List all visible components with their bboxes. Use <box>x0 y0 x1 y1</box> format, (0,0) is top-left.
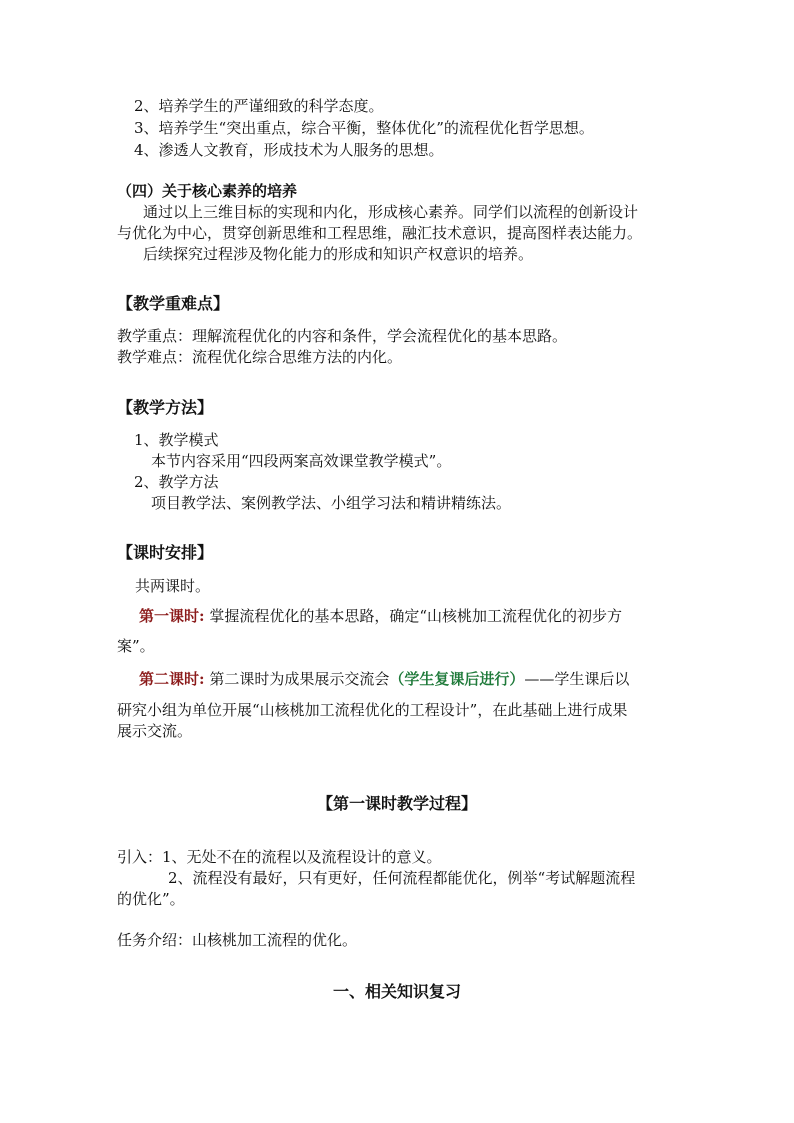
goal-item-4: 4、渗透人文教育，形成技术为人服务的思想。 <box>134 141 444 159</box>
method-1-desc: 本节内容采用“四段两案高效课堂教学模式”。 <box>151 452 452 470</box>
second-lesson-rest: ——学生课后以 <box>524 670 630 688</box>
first-lesson-label: 第一课时: <box>139 607 205 625</box>
core-paragraph-2: 后续探究过程涉及物化能力的形成和知识产权意识的培养。 <box>143 245 534 263</box>
core-paragraph-line-2: 与优化为中心，贯穿创新思维和工程思维，融汇技术意识，提高图样表达能力。 <box>117 224 643 242</box>
teaching-focus: 教学重点：理解流程优化的内容和条件，学会流程优化的基本思路。 <box>117 327 568 345</box>
second-lesson-label: 第二课时: <box>139 670 205 688</box>
goal-item-2: 2、培养学生的严谨细致的科学态度。 <box>134 97 384 115</box>
second-lesson-line-3: 展示交流。 <box>117 722 193 740</box>
method-2-desc: 项目教学法、案例教学法、小组学习法和精讲精练法。 <box>151 494 512 512</box>
core-paragraph-line-1: 通过以上三维目标的实现和内化，形成核心素养。同学们以流程的创新设计 <box>143 203 639 221</box>
second-lesson-text: 第二课时为成果展示交流会 <box>209 670 390 688</box>
intro-item-2-line-2: 的优化”。 <box>117 890 185 908</box>
keypoints-heading: 【教学重难点】 <box>117 294 230 313</box>
first-lesson-process-heading: 【第一课时教学过程】 <box>316 794 477 813</box>
intro-item-1: 引入：1、无处不在的流程以及流程设计的意义。 <box>117 848 442 866</box>
second-lesson-note: （学生复课后进行） <box>389 670 525 688</box>
first-lesson-line-2: 案”。 <box>117 637 155 655</box>
first-lesson-line-1 <box>139 606 622 626</box>
core-literacy-heading: （四）关于核心素养的培养 <box>117 182 298 200</box>
second-lesson-line-1 <box>139 669 629 689</box>
first-lesson-text: 掌握流程优化的基本思路，确定“山核桃加工流程优化的初步方 <box>209 607 622 625</box>
goal-item-3: 3、培养学生“突出重点，综合平衡，整体优化”的流程优化哲学思想。 <box>134 119 594 137</box>
second-lesson-line-2: 研究小组为单位开展“山核桃加工流程优化的工程设计”，在此基础上进行成果 <box>117 701 628 719</box>
method-1-title: 1、教学模式 <box>134 431 219 449</box>
intro-item-2-line-1: 2、流程没有最好，只有更好，任何流程都能优化，例举“考试解题流程 <box>168 869 636 887</box>
methods-heading: 【教学方法】 <box>117 398 214 417</box>
section-1-heading: 一、相关知识复习 <box>332 982 461 1001</box>
schedule-total: 共两课时。 <box>135 577 211 595</box>
schedule-heading: 【课时安排】 <box>117 543 214 562</box>
teaching-difficulty: 教学难点：流程优化综合思维方法的内化。 <box>117 348 403 366</box>
task-introduction: 任务介绍：山核桃加工流程的优化。 <box>117 931 358 949</box>
method-2-title: 2、教学方法 <box>134 473 219 491</box>
